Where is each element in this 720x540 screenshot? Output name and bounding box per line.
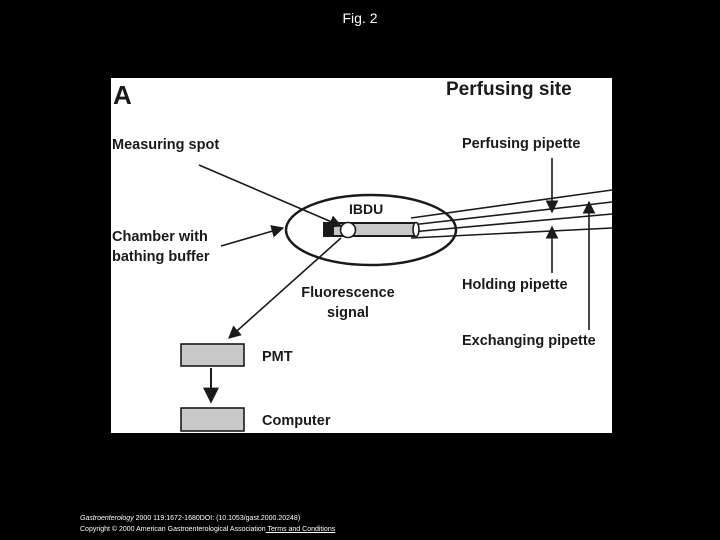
perfusing-pipette-label: Perfusing pipette bbox=[462, 136, 581, 152]
copyright-text: Copyright © 2000 American Gastroenterological Association bbox=[80, 526, 266, 533]
citation-line2 bbox=[80, 524, 335, 535]
measuring-spot-arrow bbox=[199, 165, 341, 226]
journal-name: Gastroenterology bbox=[80, 515, 134, 522]
terms-link[interactable]: Terms and Conditions bbox=[265, 526, 336, 533]
pmt-label: PMT bbox=[262, 349, 293, 365]
ibdu-label: IBDU bbox=[349, 201, 384, 217]
ibdu-tube-end bbox=[413, 223, 419, 237]
chamber-label-line2: bathing buffer bbox=[112, 249, 210, 265]
diagram-figure bbox=[111, 78, 612, 433]
ibdu-left-cap bbox=[324, 223, 334, 236]
fluorescence-label-line2: signal bbox=[327, 305, 369, 321]
citation-line1 bbox=[80, 513, 335, 524]
chamber-arrow bbox=[221, 228, 283, 246]
measuring-spot-marker bbox=[341, 223, 356, 238]
pipette-lines bbox=[411, 190, 612, 238]
computer-box bbox=[181, 408, 244, 431]
panel-letter: A bbox=[113, 80, 132, 110]
measuring-spot-label: Measuring spot bbox=[112, 137, 220, 153]
exchanging-pipette-label: Exchanging pipette bbox=[462, 333, 596, 349]
computer-label: Computer bbox=[262, 413, 331, 429]
fluorescence-label-line1: Fluorescence bbox=[301, 285, 395, 301]
pmt-box bbox=[181, 344, 244, 366]
holding-pipette-label: Holding pipette bbox=[462, 277, 568, 293]
slide-title: Fig. 2 bbox=[342, 10, 378, 26]
citation-details: 2000 119:1672-1680DOI: (10.1053/gast.2000.20248) bbox=[133, 515, 301, 522]
citation bbox=[80, 513, 335, 535]
chamber-label-line1: Chamber with bbox=[112, 229, 208, 245]
perfusing-site-heading: Perfusing site bbox=[446, 79, 572, 100]
